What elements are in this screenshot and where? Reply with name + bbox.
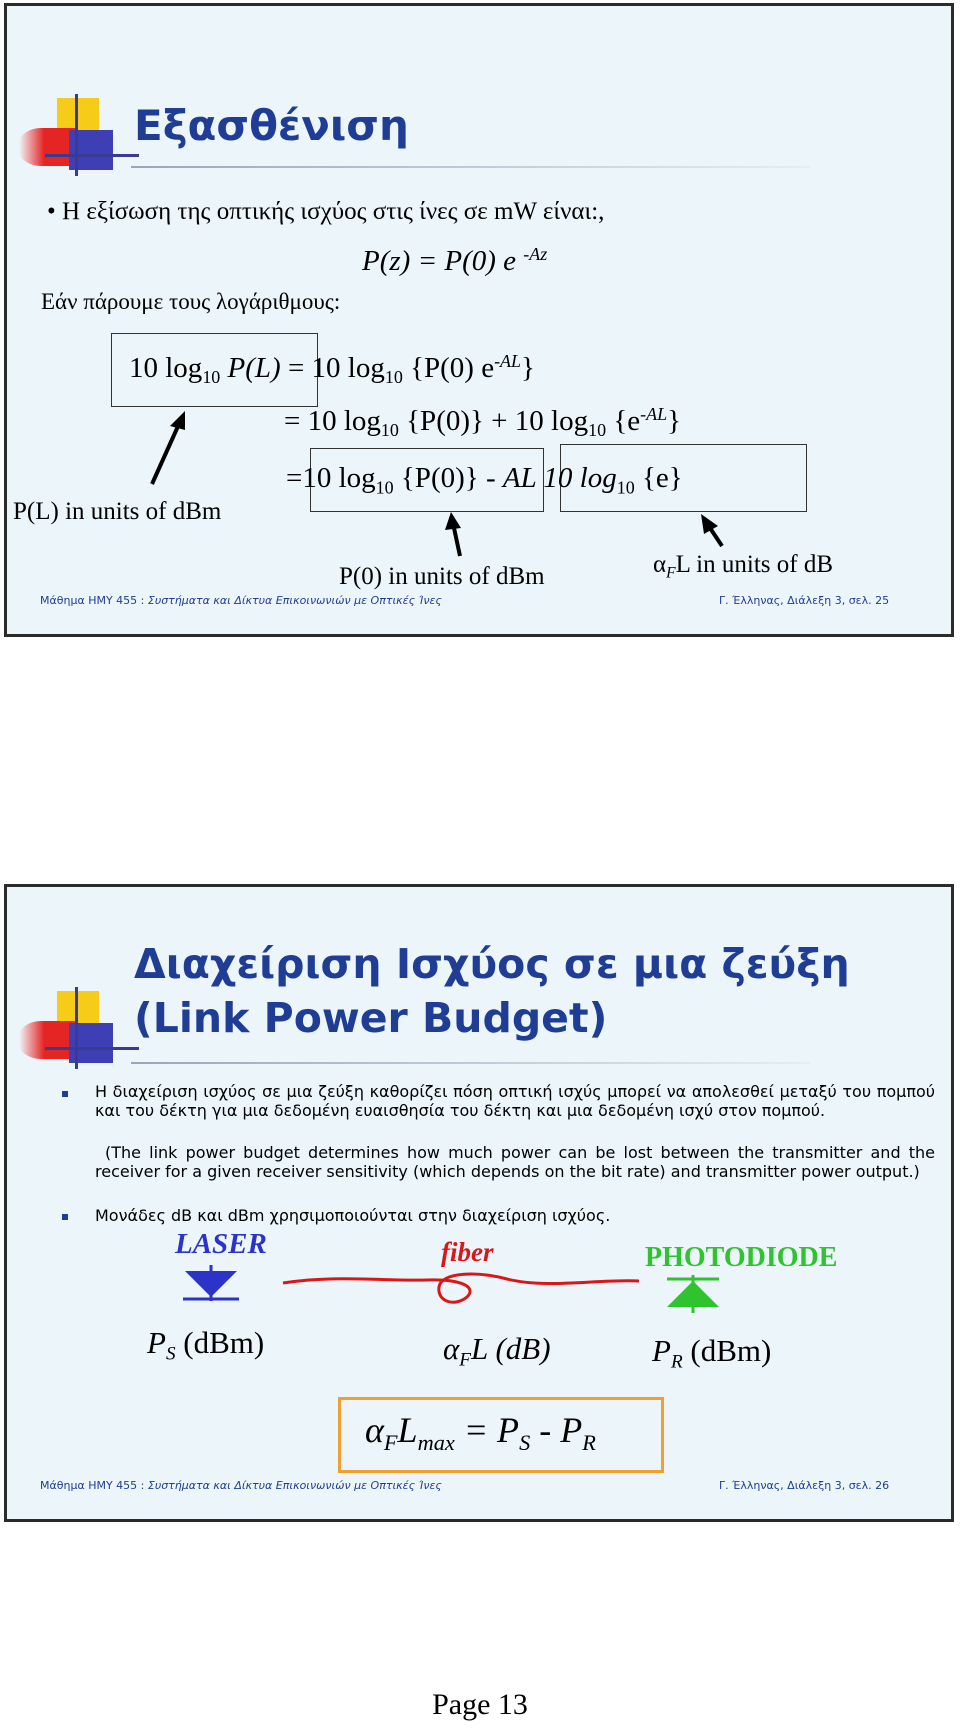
fiber-icon [283,1274,639,1302]
eq2-part-b: {P(0)} + 10 log [406,404,589,437]
eq2-part-c: {e [613,404,641,437]
bullet-text-2: Μονάδες dB και dBm χρησιμοποιούνται στην διαχείριση ισχύος. [95,1206,611,1225]
eq-alpha: α [365,1410,384,1450]
arrow-alpha-head [701,514,718,534]
alpha-rest: L in units of dB [675,551,833,578]
af-rest: L (dB) [471,1331,551,1366]
formula-lhs: P(z) = P(0) e [362,244,517,277]
eq1-part-b: P(L) [227,351,281,384]
laser-label: LASER [175,1228,267,1260]
eq1-sub-1: 10 [202,367,221,388]
eq-minus: - P [530,1410,583,1450]
attenuation-label [443,1331,551,1372]
eq2-part-a: = 10 log [284,404,381,437]
pr-unit: (dBm) [682,1333,772,1368]
photodiode-label: PHOTODIODE [645,1242,838,1273]
title-line-1: Διαχείριση Ισχύος σε μια ζεύξη [134,940,850,988]
budget-equation [365,1409,596,1456]
eq-l: L [397,1410,418,1450]
eq1-part-c: = 10 log [287,351,385,384]
arrow-alpha [710,528,722,546]
bullet-text: Η εξίσωση της οπτικής ισχύος στις ίνες σε mW είναι:, [62,198,605,225]
pr-label [652,1333,771,1374]
slide-link-power-budget [4,884,954,1522]
arrow-pl-head [170,411,185,430]
pr-symbol: P [652,1333,671,1368]
eq2-sub-2: 10 [588,420,607,441]
ps-sub: S [165,1343,176,1365]
eq1-part-d: {P(0) e [410,351,495,384]
eq3-part-a: =10 log [286,462,376,494]
log-intro-text: Εάν πάρουμε τους λογάριθμους: [41,289,341,314]
arrow-p0 [454,528,460,556]
annotation-arrows [7,6,951,634]
slide-footer-right: Γ. Έλληνας, Διάλεξη 3, σελ. 25 [719,594,890,607]
eq-f-sub: F [383,1429,398,1455]
eq2-sub-1: 10 [380,420,399,441]
eq-r-sub: R [582,1429,596,1455]
page-number: Page 13 [432,1688,528,1721]
footer-course-title: Συστήματα και Δίκτυα Επικοινωνιών με Οπτικές Ίνες [147,594,442,607]
bullet-text-1: Η διαχείριση ισχύος σε μια ζεύξη καθορίζει πόση οπτική ισχύς μπορεί να απολεσθεί μεταξύ του πομπού και του δέκτη για μια δεδομένη ευαισθησία του δέκτη και μια δεδομένη ισχύ στον πομπού. [95,1082,935,1120]
laser-diode-icon [183,1265,239,1301]
eq1-sub-2: 10 [384,367,403,388]
arrow-pl [152,424,179,484]
ps-unit: (dBm) [175,1325,265,1360]
alpha-symbol: α [653,551,667,578]
eq2-exp: -AL [640,404,668,424]
pr-sub: R [670,1351,683,1373]
annotation-alpha [653,551,833,582]
eq1-part-e: } [521,351,535,384]
formula-exp: -Az [523,244,548,264]
footer-course: Μάθημα ΗΜΥ 455 : [40,594,148,607]
english-text: (The link power budget determines how much power can be lost between the transmitter and the receiver for a given receiver sensitivity (which depends on the bit rate) and transmitter power output.) [95,1143,935,1181]
slide-attenuation [4,3,954,637]
eq3-minus: - [485,462,496,494]
slide-title: Εξασθένιση [134,101,409,150]
eq-max-sub: max [417,1429,455,1455]
slide-footer-left [40,1479,442,1492]
footer-course: Μάθημα ΗΜΥ 455 : [40,1479,148,1492]
ps-symbol: P [147,1325,166,1360]
eq-mid: = P [454,1410,520,1450]
eq-s-sub: S [519,1429,531,1455]
alpha-sub: F [666,564,676,582]
eq2-part-d: } [667,404,681,437]
eq3-part-d: {e} [641,462,683,494]
slide-footer-right: Γ. Έλληνας, Διάλεξη 3, σελ. 26 [719,1479,890,1492]
eq3-part-b: {P(0)} [400,462,479,494]
bullet-icon: • [47,198,56,225]
photodiode-icon [667,1275,719,1313]
eq3-sub-2: 10 [616,477,635,498]
slide-footer-left [40,594,442,607]
arrow-p0-head [445,512,461,530]
title-line-2: (Link Power Budget) [134,994,608,1042]
eq1-part-a: 10 log [129,351,203,384]
af-sub: F [459,1349,472,1371]
eq1-exp: -AL [494,351,522,371]
ps-label [147,1325,264,1366]
af-symbol: α [443,1331,460,1366]
footer-course-title: Συστήματα και Δίκτυα Επικοινωνιών με Οπτικές Ίνες [147,1479,442,1492]
eq3-sub-1: 10 [375,477,394,498]
annotation-pl: P(L) in units of dBm [13,498,222,525]
fiber-label: fiber [441,1237,494,1267]
annotation-p0: P(0) in units of dBm [339,563,545,590]
eq3-part-c: AL 10 log [502,462,617,494]
